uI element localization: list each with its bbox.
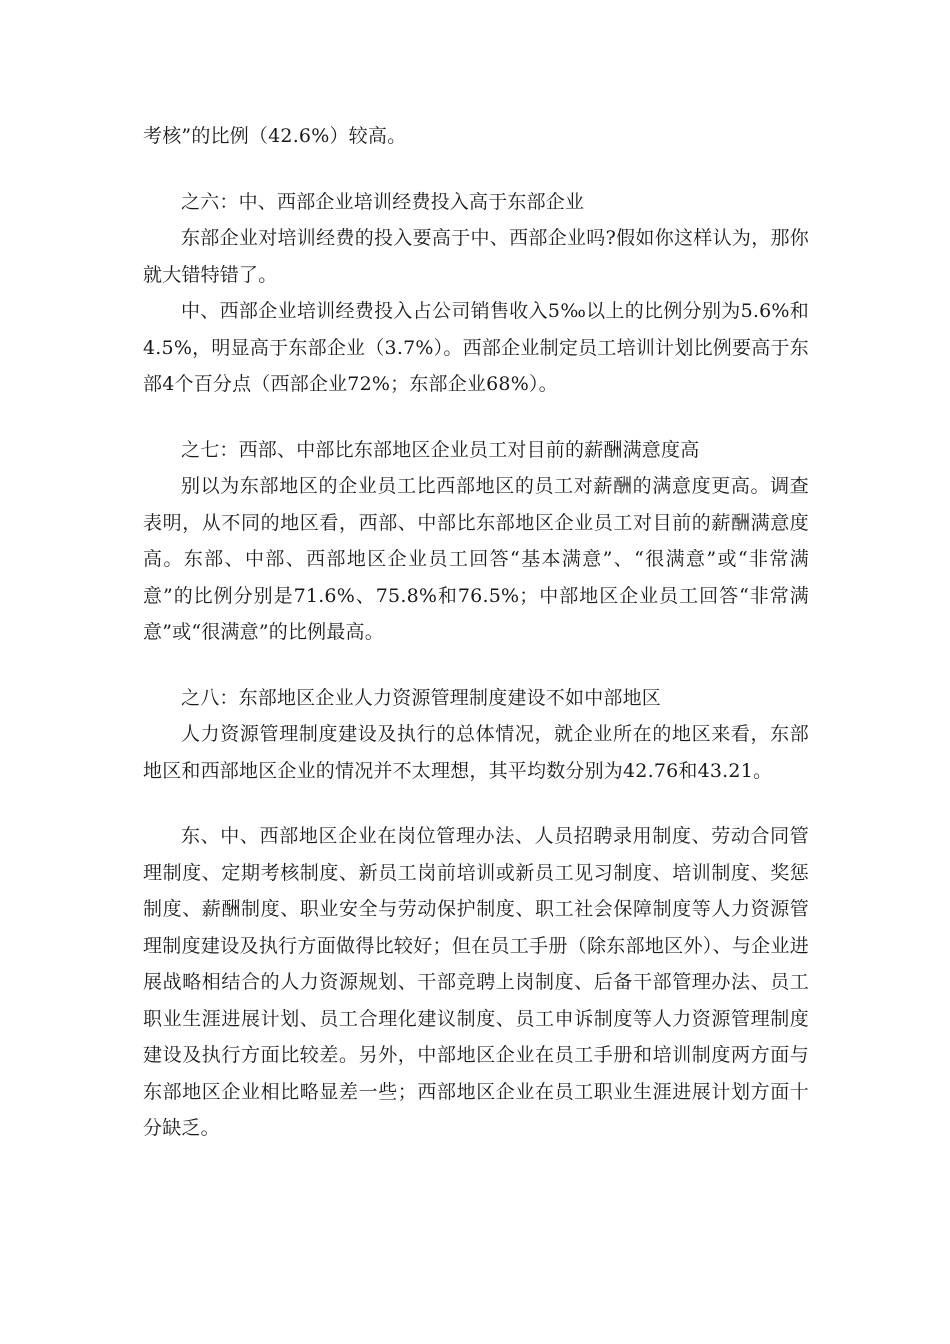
document-page [143,118,809,1147]
section-gap [143,403,809,432]
section-heading-7: 之七：西部、中部比东部地区企业员工对目前的薪酬满意度高 [181,438,700,461]
paragraph-7a: 别以为东部地区的企业员工比西部地区的员工对薪酬的满意度更高。调查表明，从不同的地区看，西部、中部比东部地区企业员工对目前的薪酬满意度高。东部、中部、西部地区企业员工回答“基本满意”、“很满意”或“非常满意”的比例分别是71.6%、75.8%和76.5%；中部地区企业员工回答“非常满意”或“很满意”的比例最高。 [143,475,809,643]
section-gap [143,155,809,184]
paragraph-6b: 中、西部企业培训经费投入占公司销售收入5‰以上的比例分别为5.6%和4.5%，明显高于东部企业（3.7%）。西部企业制定员工培训计划比例要高于东部4个百分点（西部企业72%；东部企业68%）。 [143,300,809,395]
section-heading-8: 之八：东部地区企业人力资源管理制度建设不如中部地区 [181,686,662,709]
paragraph-6a: 东部企业对培训经费的投入要高于中、西部企业吗?假如你这样认为，那你就大错特错了。 [143,227,809,286]
section-heading-6: 之六：中、西部企业培训经费投入高于东部企业 [181,190,585,213]
paragraph-8b: 东、中、西部地区企业在岗位管理办法、人员招聘录用制度、劳动合同管理制度、定期考核制度、新员工岗前培训或新员工见习制度、培训制度、奖惩制度、薪酬制度、职业安全与劳动保护制度、职工社会保障制度等人力资源管理制度建设及执行方面做得比较好；但在员工手册（除东部地区外）、与企业进展战略相结合的人力资源规划、干部竞聘上岗制度、后备干部管理办法、员工职业生涯进展计划、员工合理化建议制度、员工申诉制度等人力资源管理制度建设及执行方面比较差。另外，中部地区企业在员工手册和培训制度两方面与东部地区企业相比略显差一些；西部地区企业在员工职业生涯进展计划方面十分缺乏。 [143,825,809,1139]
section-gap [143,651,809,680]
paragraph-continued: 考核”的比例（42.6%）较高。 [143,125,407,147]
section-gap [143,789,809,818]
paragraph-8a: 人力资源管理制度建设及执行的总体情况，就企业所在的地区来看，东部地区和西部地区企业的情况并不太理想，其平均数分别为42.76和43.21。 [143,723,809,782]
